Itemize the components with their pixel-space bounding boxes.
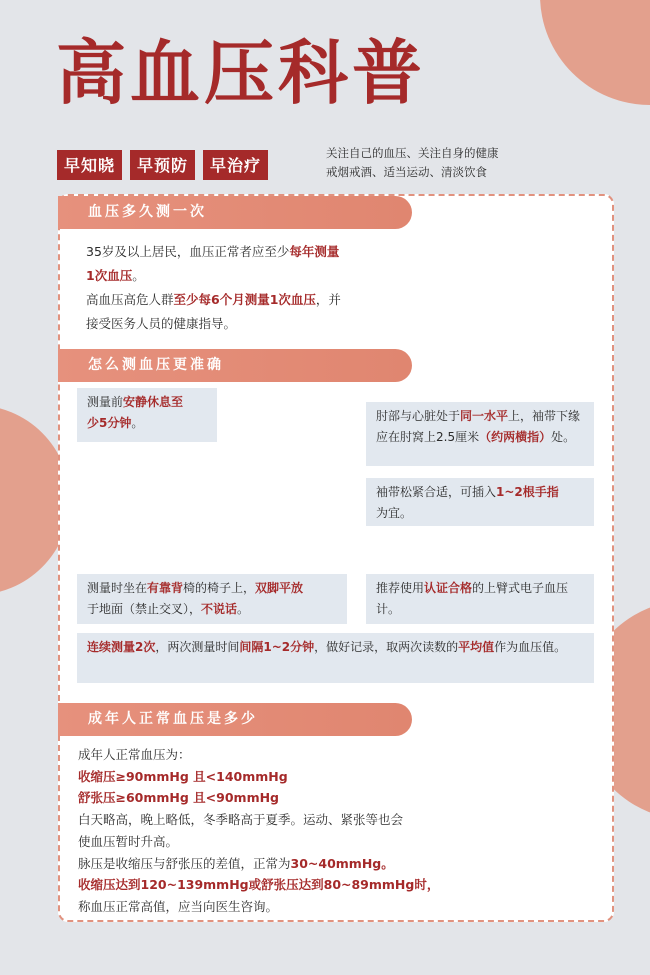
page-title: 高血压科普 [56, 32, 426, 114]
s1-p2-b: 至少每6个月测量1次血压 [173, 292, 316, 307]
tip-elbow-level: 肘部与心脏处于同一水平上，袖带下缘应在肘窝上2.5厘米（约两横指）处。 [366, 402, 594, 466]
subtitle-line2: 戒烟戒酒、适当运动、清淡饮食 [326, 165, 487, 179]
tip-measure-twice: 连续测量2次，两次测量时间间隔1~2分钟，做好记录，取两次读数的平均值作为血压值。 [77, 633, 594, 683]
s1-p2-d: 接受医务人员的健康指导。 [86, 316, 237, 331]
s1-p1-c: 1次血压 [86, 268, 133, 283]
tip-sitting-posture: 测量时坐在有靠背椅的椅子上，双脚平放 于地面（禁止交叉），不说话。 [77, 574, 347, 624]
s3-line8: 称血压正常高值，应当向医生咨询。 [78, 898, 279, 914]
s1-p2-c: ，并 [315, 292, 341, 307]
decor-circle-top [540, 0, 650, 105]
subtitle-line1: 关注自己的血压、关注自身的健康 [326, 146, 499, 160]
tip-rest-before: 测量前安静休息至 少5分钟。 [77, 388, 217, 442]
s3-line1: 成年人正常血压为： [78, 747, 191, 762]
s3-line4: 白天略高，晚上略低，冬季略高于夏季。运动、紧张等也会 [78, 812, 404, 828]
tag-early-prevent: 早预防 [130, 150, 195, 180]
s3-diastolic: 舒张压≥60mmHg 且<90mmHg [78, 790, 280, 806]
s1-p1-d: 。 [132, 268, 145, 283]
s1-p1-b: 每年测量 [289, 244, 340, 259]
s3-line5: 使血压暂时升高。 [78, 833, 179, 849]
s1-p1-a: 35岁及以上居民，血压正常者应至少 [86, 244, 290, 259]
tip-cuff-tightness: 袖带松紧合适，可插入1~2根手指 为宜。 [366, 478, 594, 526]
tag-row [57, 150, 268, 180]
section-header-accuracy: 怎么测血压更准确 [58, 349, 412, 382]
tag-early-treat: 早治疗 [203, 150, 268, 180]
section-header-normal-bp: 成年人正常血压是多少 [58, 703, 412, 736]
subtitle [326, 144, 499, 182]
s3-line6: 脉压是收缩压与舒张压的差值，正常为30~40mmHg。 [78, 855, 394, 871]
section-header-frequency: 血压多久测一次 [58, 196, 412, 229]
section3-body [78, 744, 518, 918]
tip-certified-device: 推荐使用认证合格的上臂式电子血压计。 [366, 574, 594, 624]
tag-early-know: 早知晓 [57, 150, 122, 180]
s3-line7: 收缩压达到120~139mmHg或舒张压达到80~89mmHg时， [78, 877, 440, 893]
s1-p2-a: 高血压高危人群 [86, 292, 174, 307]
section1-body [86, 240, 406, 336]
s3-systolic: 收缩压≥90mmHg 且<140mmHg [78, 768, 288, 784]
